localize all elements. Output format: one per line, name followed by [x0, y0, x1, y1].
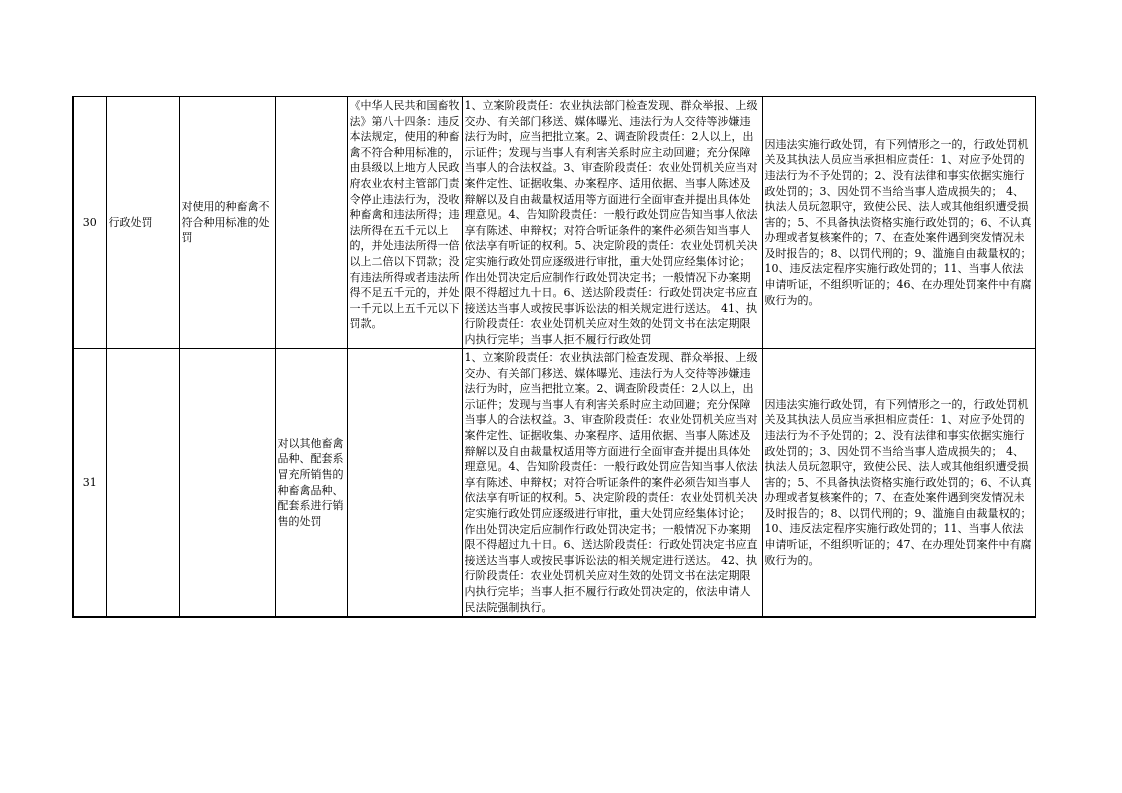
responsibility-cell	[462, 97, 762, 349]
item-name-cell	[179, 349, 275, 618]
sub-item-cell: 对以其他畜禽品种、配套系冒充所销售的种畜禽品种、配套系进行销售的处罚	[275, 349, 347, 618]
table-row	[73, 349, 1035, 618]
category-cell	[106, 349, 179, 618]
category-cell: 行政处罚	[106, 97, 179, 349]
sub-item-cell	[275, 97, 347, 349]
responsibility-text: 1、立案阶段责任：农业执法部门检查发现、群众举报、上级交办、有关部门移送、媒体曝光、违法行为人交待等涉嫌违法行为时，应当把批立案。2、调查阶段责任：2人以上，出示证件；发现与当事人有利害关系时应主动回避；充分保障当事人的合法权益。3、审查阶段责任：农业处罚机关应当对案件定性、证据收集、办案程序、适用依据、当事人陈述及辩解以及自由裁量权适用等方面进行全面审查并提出具体处理意见。4、告知阶段责任：一般行政处罚应告知当事人依法享有陈述、申辩权；对符合听证条件的案件必须告知当事人依法享有听证的权利。5、决定阶段的责任：农业处罚机关决定实施行政处罚应逐级进行审批，重大处罚应经集体讨论；作出处罚决定后应制作行政处罚决定书；一般情况下办案期限不得超过九十日。6、送达阶段责任：行政处罚决定书应直接送达当事人或按民事诉讼法的相关规定进行送达。 41、执行阶段责任：农业处罚机关应对生效的处罚文书在法定期限内执行完毕；当事人拒不履行行政处罚	[464, 99, 758, 346]
accountability-cell: 因违法实施行政处罚，有下列情形之一的，行政处罚机关及其执法人员应当承担相应责任：1、对应予处罚的违法行为不予处罚的；2、没有法律和事实依据实施行政处罚的；3、因处罚不当给当事人造成损失的； 4、执法人员玩忽职守，致使公民、法人或其他组织遭受损害的；5、不具备执法资格实施行政处罚的；6、不认真办理或者复核案件的；7、在查处案件遇到突发情况未及时报告的；8、以罚代刑的；9、滥施自由裁量权的；10、违反法定程序实施行政处罚的；11、当事人依法申请听证，不组织听证的；47、在办理处罚案件中有腐败行为的。	[762, 349, 1035, 618]
item-name-cell: 对使用的种畜禽不符合种用标准的处罚	[179, 97, 275, 349]
legal-basis-cell	[347, 349, 462, 618]
table-row	[73, 97, 1035, 349]
accountability-table	[72, 96, 1036, 618]
legal-basis-cell	[347, 97, 462, 349]
accountability-cell: 因违法实施行政处罚，有下列情形之一的，行政处罚机关及其执法人员应当承担相应责任：1、对应予处罚的违法行为不予处罚的；2、没有法律和事实依据实施行政处罚的；3、因处罚不当给当事人造成损失的； 4、执法人员玩忽职守，致使公民、法人或其他组织遭受损害的；5、不具备执法资格实施行政处罚的；6、不认真办理或者复核案件的；7、在查处案件遇到突发情况未及时报告的；8、以罚代刑的；9、滥施自由裁量权的；10、违反法定程序实施行政处罚的；11、当事人依法申请听证，不组织听证的；46、在办理处罚案件中有腐败行为的。	[762, 97, 1035, 349]
responsibility-cell	[462, 349, 762, 618]
row-number-cell: 30	[73, 97, 106, 349]
legal-basis-text: 《中华人民共和国畜牧法》第八十四条：违反本法规定，使用的种畜禽不符合种用标准的，由县级以上地方人民政府农业农村主管部门责令停止违法行为，没收种畜禽和违法所得；违法所得在五千元以上的，并处违法所得一倍以上二倍以下罚款；没有违法所得或者违法所得不足五千元的，并处一千元以上五千元以下罚款。	[349, 99, 460, 331]
row-number-cell: 31	[73, 349, 106, 618]
responsibility-text: 1、立案阶段责任：农业执法部门检查发现、群众举报、上级交办、有关部门移送、媒体曝光、违法行为人交待等涉嫌违法行为时，应当把批立案。2、调查阶段责任：2人以上，出示证件；发现与当事人有利害关系时应主动回避；充分保障当事人的合法权益。3、审查阶段责任：农业处罚机关应当对案件定性、证据收集、办案程序、适用依据、当事人陈述及辩解以及自由裁量权适用等方面进行全面审查并提出具体处理意见。4、告知阶段责任：一般行政处罚应告知当事人依法享有陈述、申辩权；对符合听证条件的案件必须告知当事人依法享有听证的权利。5、决定阶段的责任：农业处罚机关决定实施行政处罚应逐级进行审批，重大处罚应经集体讨论；作出处罚决定后应制作行政处罚决定书；一般情况下办案期限不得超过九十日。6、送达阶段责任：行政处罚决定书应直接送达当事人或按民事诉讼法的相关规定进行送达。 42、执行阶段责任：农业处罚机关应对生效的处罚文书在法定期限内执行完毕；当事人拒不履行行政处罚决定的，依法申请人民法院强制执行。	[464, 351, 758, 614]
